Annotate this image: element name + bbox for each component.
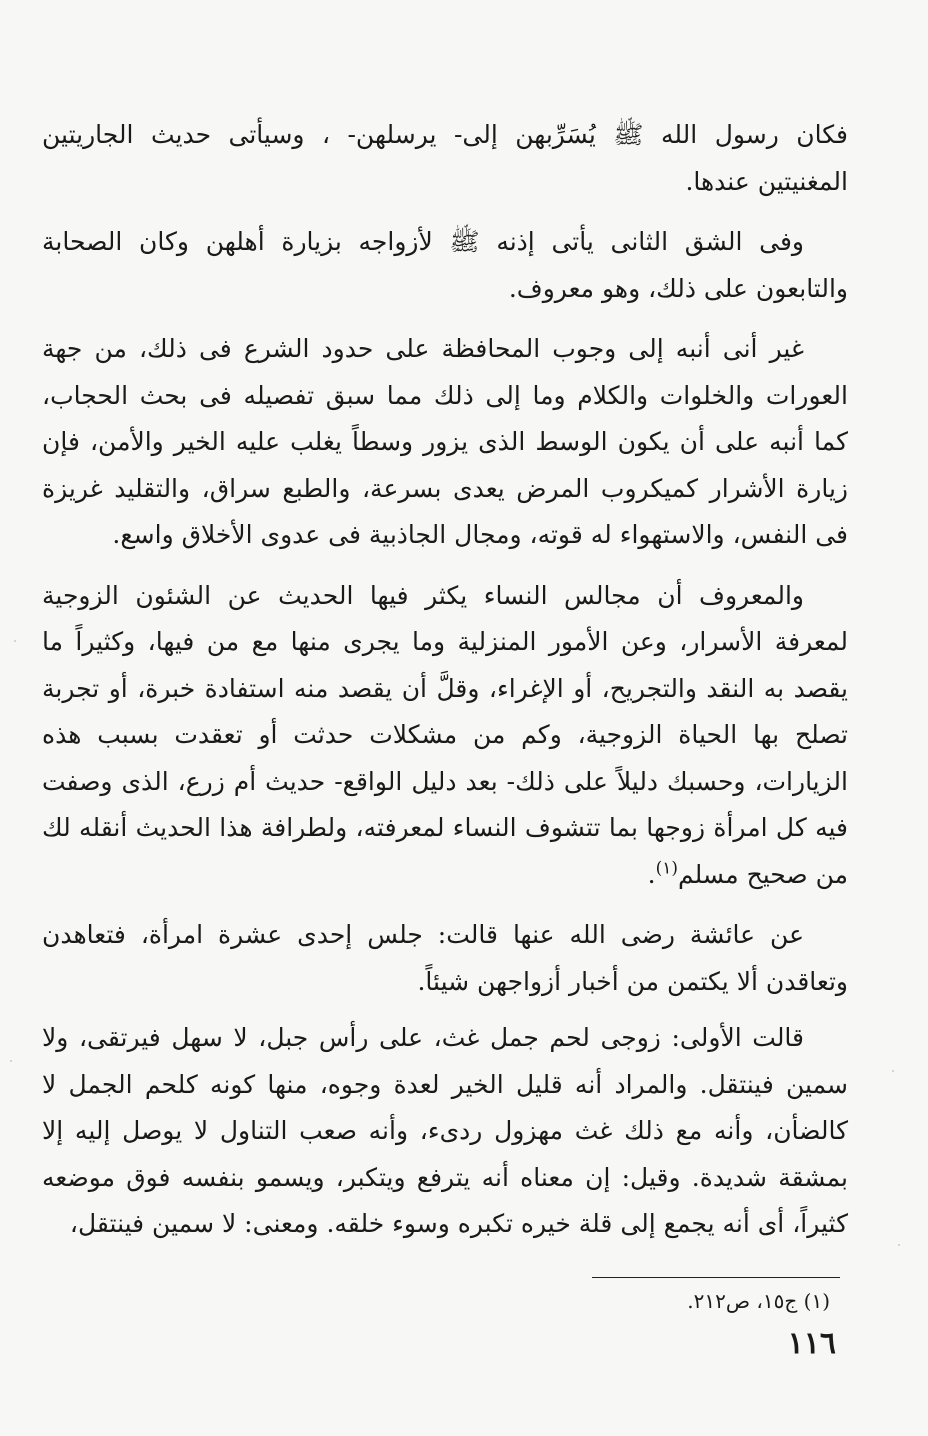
scan-speck <box>14 640 16 642</box>
footnote <box>400 1284 830 1318</box>
paragraph-4 <box>42 573 848 899</box>
page-body <box>42 112 848 1262</box>
paragraph-3 <box>42 326 848 559</box>
paragraph-5-text: عن عائشة رضى الله عنها قالت: جلس إحدى عشرة امرأة، فتعاهدن وتعاقدن ألا يكتمن من أخبار أزواجهن شيئاً. <box>42 920 848 996</box>
scan-speck <box>10 1060 12 1062</box>
paragraph-2-text: وفى الشق الثانى يأتى إذنه ﷺ لأزواجه بزيارة أهلهن وكان الصحابة والتابعون على ذلك، وهو معروف. <box>42 227 848 303</box>
paragraph-1 <box>42 112 848 205</box>
scan-speck <box>898 1244 900 1246</box>
paragraph-1-text: فكان رسول الله ﷺ يُسَرِّبهن إلى- يرسلهن- ، وسيأتى حديث الجاريتين المغنيتين عندها. <box>42 120 848 196</box>
paragraph-6-text: قالت الأولى: زوجى لحم جمل غث، على رأس جبل، لا سهل فيرتقى، ولا سمين فينتقل. والمراد أنه قليل الخير لعدة وجوه، منها كونه كلحم الجمل لا كالضأن، وأنه مع ذلك غث مهزول ردىء، وأنه صعب التناول لا يوصل إليه إلا بمشقة شديدة. وقيل: إن معناه أنه يترفع ويتكبر، ويسمو بنفسه فوق موضعه كثيراً، أى أنه يجمع إلى قلة خيره تكبره وسوء خلقه. ومعنى: لا سمين فينتقل، <box>42 1023 848 1238</box>
paragraph-2 <box>42 219 848 312</box>
paragraph-5 <box>42 912 848 1005</box>
footnote-reference[interactable]: (١) <box>655 858 679 879</box>
paragraph-4-text: والمعروف أن مجالس النساء يكثر فيها الحديث عن الشئون الزوجية لمعرفة الأسرار، وعن الأمور المنزلية وما يجرى منها مع من فيها، وكثيراً ما يقصد به النقد والتجريح، أو الإغراء، وقلَّ أن يقصد منه استفادة خبرة، أو تجربة تصلح بها الحياة الزوجية، وكم من مشكلات حدثت أو تعقدت بسبب هذه الزيارات، وحسبك دليلاً على ذلك- بعد دليل الواقع- حديث أم زرع، الذى وصفت فيه كل امرأة زوجها بما تتشوف النساء لمعرفته، ولطرافة هذا الحديث أنقله لك من صحيح مسلم <box>42 580 848 889</box>
paragraph-4-tail: . <box>647 859 656 889</box>
footnote-divider <box>592 1277 840 1278</box>
paragraph-3-text: غير أنى أنبه إلى وجوب المحافظة على حدود الشرع فى ذلك، من جهة العورات والخلوات والكلام وما إلى ذلك مما سبق تفصيله فى بحث الحجاب، كما أنبه على أن يكون الوسط الذى يزور وسطاً يغلب عليه الخير والأمن، فإن زيارة الأشرار كميكروب المرض يعدى بسرعة، والطبع سراق، والتقليد غريزة فى النفس، والاستهواء له قوته، ومجال الجاذبية فى عدوى الأخلاق واسع. <box>42 334 848 549</box>
page-number: ١١٦ <box>787 1326 836 1361</box>
paragraph-6 <box>42 1015 848 1248</box>
footnote-text: (١) ج١٥، ص٢١٢. <box>687 1289 830 1313</box>
scan-speck <box>892 1070 894 1072</box>
